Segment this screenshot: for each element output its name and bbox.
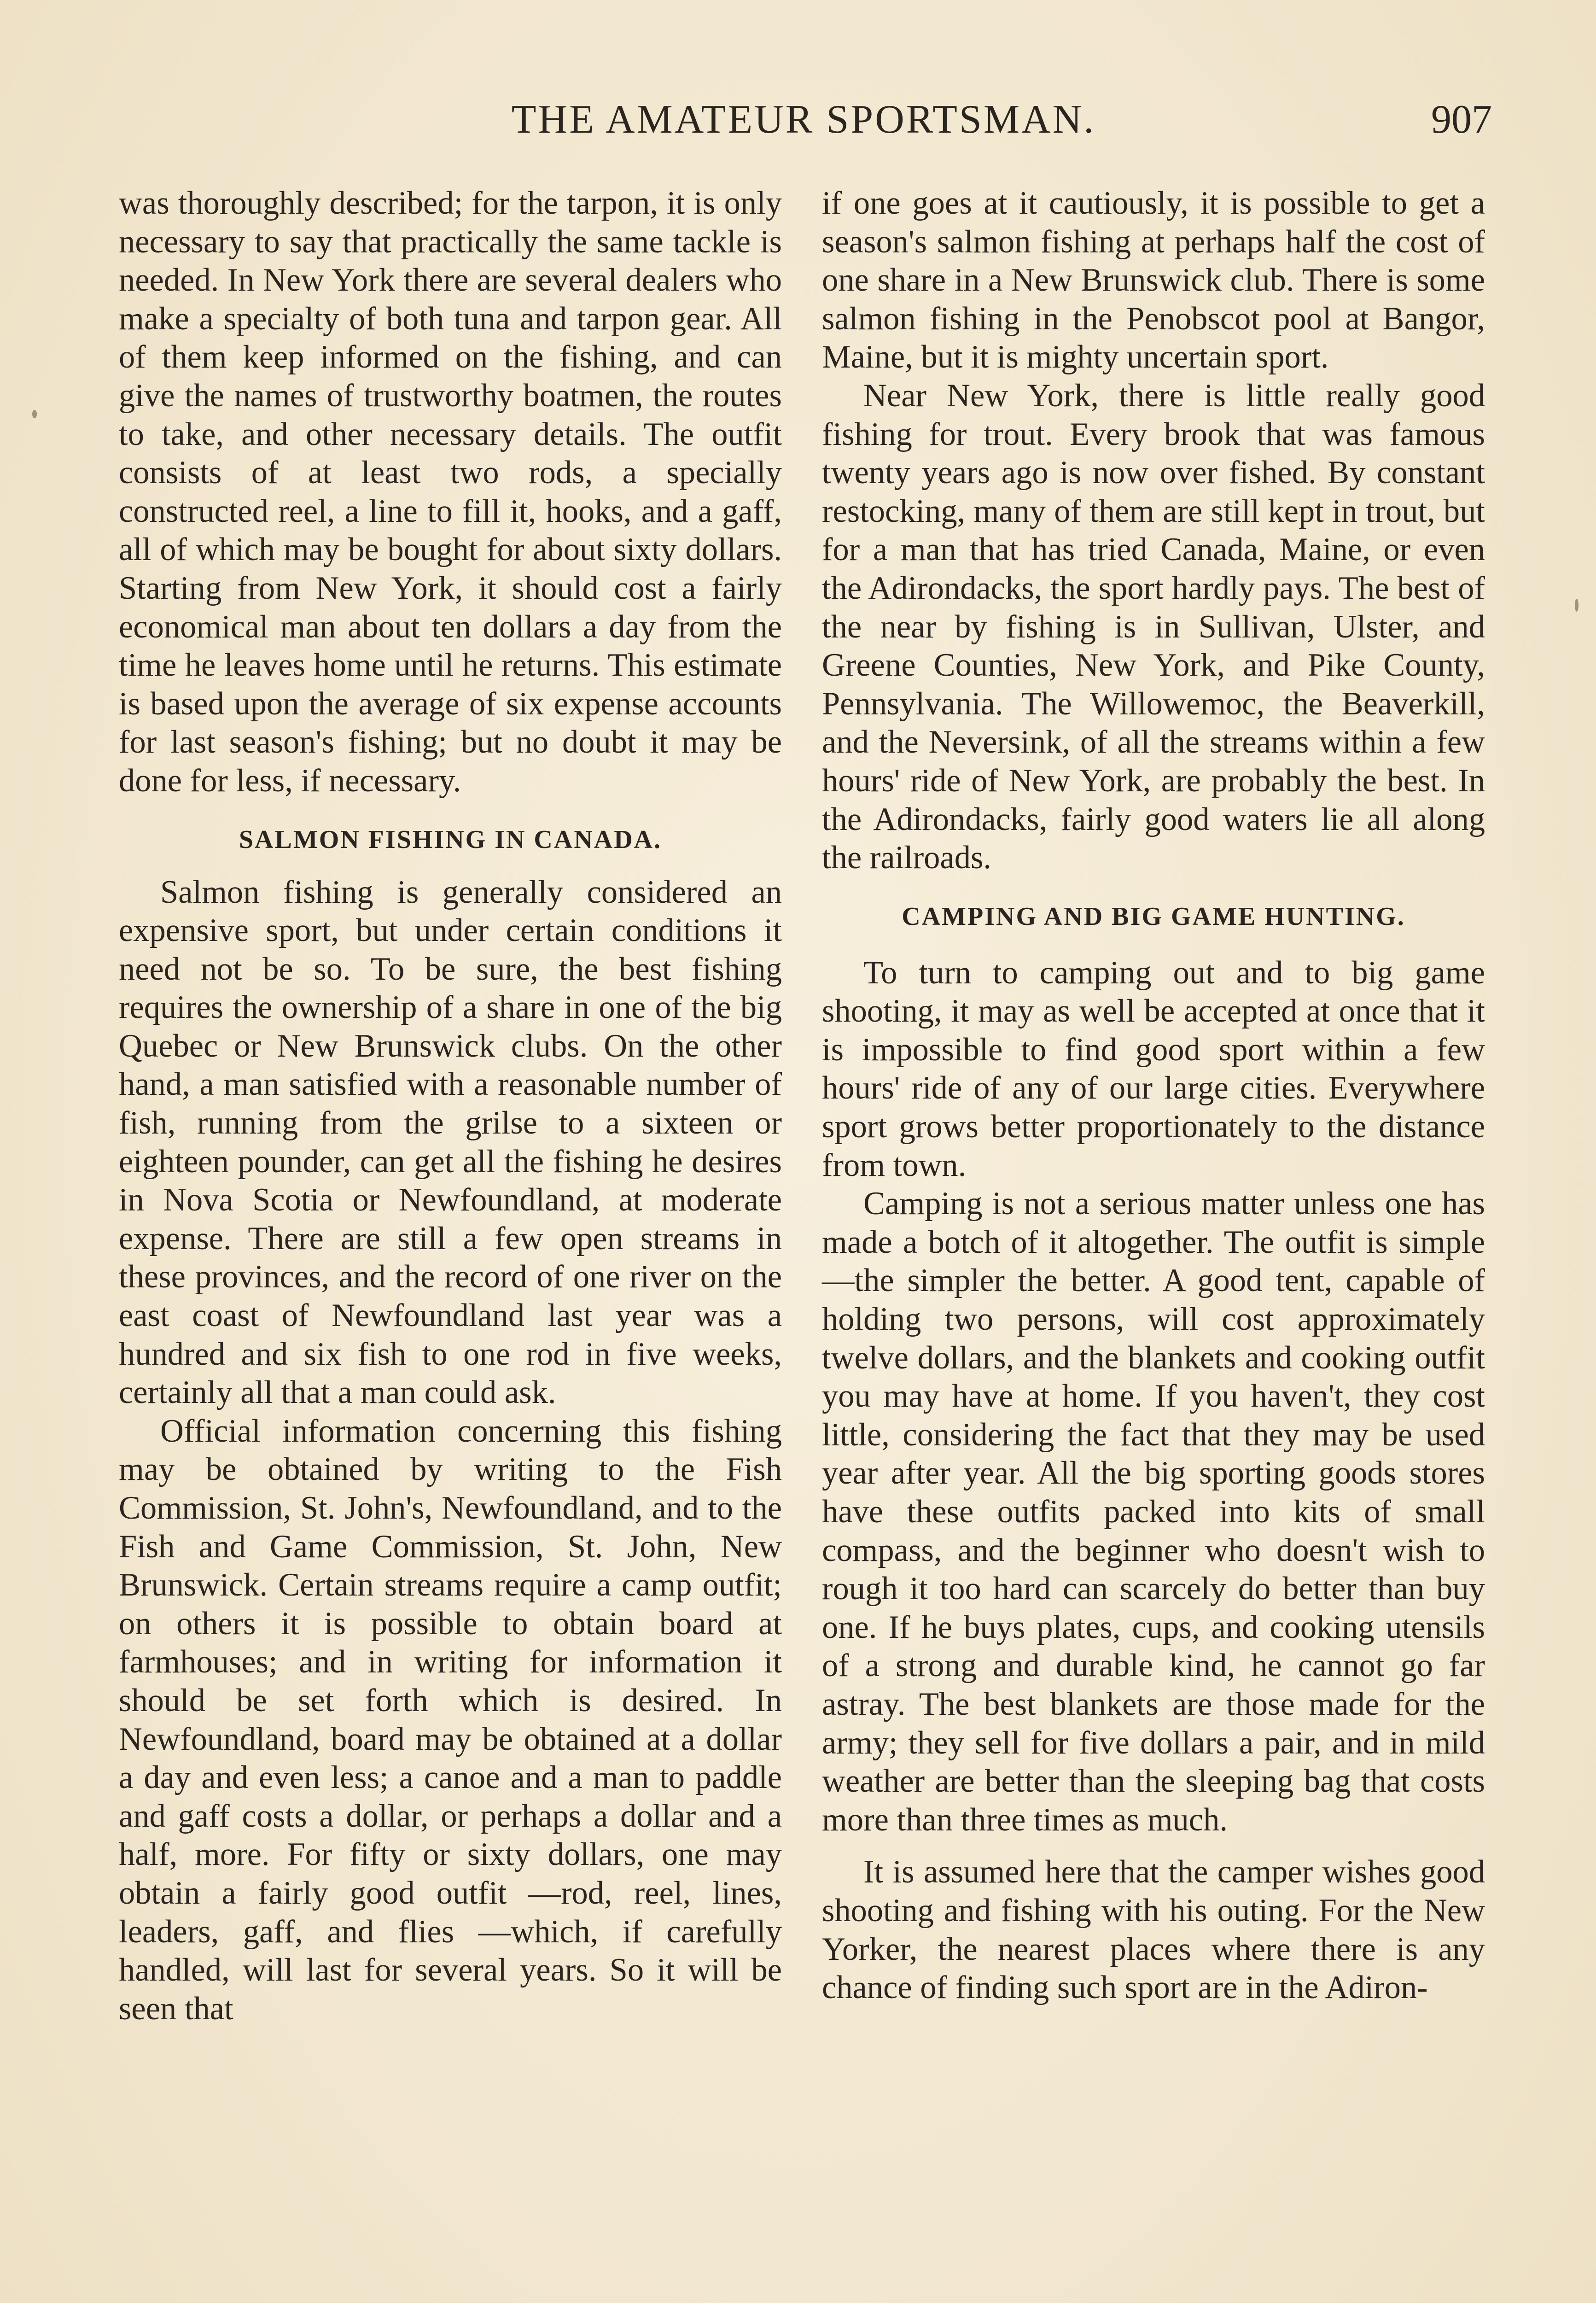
page-header <box>115 94 1492 145</box>
section-heading: SALMON FISHING IN CANADA. <box>239 825 662 854</box>
paragraph: Official information concerning this fishing may be obtained by writing to the Fish Commission, St. John's, Newfoundland, and to the Fish and Game Commission, St. John, New Brunswick. Certain streams require a camp outfit; on others it is possible to obtain board at farmhouses; and in writing for information it should be set forth which is desired. In Newfoundland, board may be obtained at a dollar a day and even less; a canoe and a man to paddle and gaff costs a dollar, or perhaps a dollar and a half, more. For fifty or sixty dollars, one may obtain a fairly good outfit —rod, reel, lines, leaders, gaff, and flies —which, if carefully handled, will last for several years. So it will be seen that <box>119 1413 782 2027</box>
paragraph: Camping is not a serious matter unless one has made a botch of it altogether. The outfit is simple—the simpler the better. A good tent, capable of holding two persons, will cost approximately twelve dollars, and the blankets and cooking outfit you may have at home. If you haven't, they cost little, considering the fact that they may be used year after year. All the big sporting goods stores have these outfits packed into kits of small compass, and the beginner who doesn't wish to rough it too hard can scarcely do better than buy one. If he buys plates, cups, and cooking utensils of a strong and durable kind, he cannot go far astray. The best blankets are those made for the army; they sell for five dollars a pair, and in mild weather are better than the sleeping bag that costs more than three times as much. <box>822 1186 1485 1838</box>
paragraph: Salmon fishing is generally considered an expensive sport, but under certain conditions it need not be so. To be sure, the best fishing requires the ownership of a share in one of the big Quebec or New Brunswick clubs. On the other hand, a man satisfied with a reasonable number of fish, running from the grilse to a sixteen or eighteen pounder, can get all the fishing he desires in Nova Scotia or Newfoundland, at moderate expense. There are still a few open streams in these provinces, and the record of one river on the east coast of Newfoundland last year was a hundred and six fish to one rod in five weeks, certainly all that a man could ask. <box>119 874 782 1411</box>
right-column <box>822 184 1485 2007</box>
ink-speck <box>1575 599 1579 612</box>
page-number: 907 <box>1431 97 1492 142</box>
paragraph: To turn to camping out and to big game shooting, it may as well be accepted at once that it is impossible to find good sport within a few hours' ride of any of our large cities. Everywhere sport grows better proportionately to the distance from town. <box>822 954 1485 1183</box>
left-column <box>119 184 782 2028</box>
paragraph: It is assumed here that the camper wishes good shooting and fishing with his outing. For the New Yorker, the nearest places where there is any chance of finding such sport are in the Adiron- <box>822 1854 1485 2006</box>
paragraph: if one goes at it cautiously, it is possible to get a season's salmon fishing at perhaps half the cost of one share in a New Brunswick club. There is some salmon fishing in the Penobscot pool at Bangor, Maine, but it is mighty uncertain sport. <box>822 185 1485 375</box>
section-heading: CAMPING AND BIG GAME HUNTING. <box>902 902 1405 931</box>
paragraph: Near New York, there is little really good fishing for trout. Every brook that was famous twenty years ago is now over fished. By constant restocking, many of them are still kept in trout, but for a man that has tried Canada, Maine, or even the Adirondacks, the sport hardly pays. The best of the near by fishing is in Sullivan, Ulster, and Greene Counties, New York, and Pike County, Pennsylvania. The Willowemoc, the Beaverkill, and the Neversink, of all the streams within a few hours' ride of New York, are probably the best. In the Adirondacks, fairly good waters lie all along the railroads. <box>822 377 1485 876</box>
ink-speck <box>32 410 37 418</box>
paragraph: was thoroughly described; for the tarpon, it is only necessary to say that practically the same tackle is needed. In New York there are several dealers who make a specialty of both tuna and tarpon gear. All of them keep informed on the fishing, and can give the names of trustworthy boatmen, the routes to take, and other necessary details. The outfit consists of at least two rods, a specially constructed reel, a line to fill it, hooks, and a gaff, all of which may be bought for about sixty dollars. Starting from New York, it should cost a fairly economical man about ten dollars a day from the time he leaves home until he returns. This estimate is based upon the average of six expense accounts for last season's fishing; but no doubt it may be done for less, if necessary. <box>119 185 782 799</box>
running-title: THE AMATEUR SPORTSMAN. <box>511 97 1096 142</box>
